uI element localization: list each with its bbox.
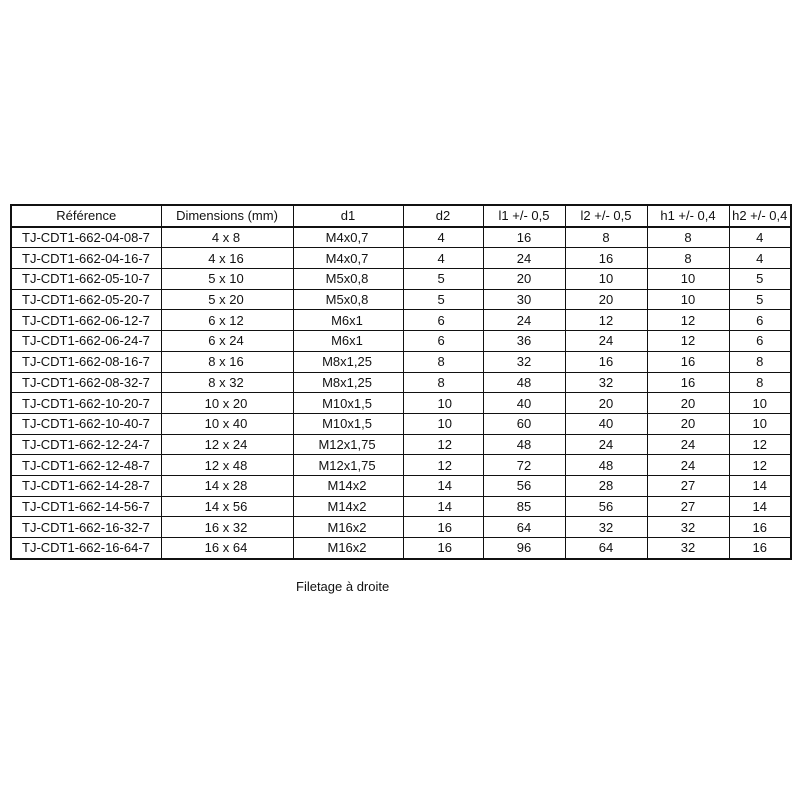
table-row: [11, 372, 791, 393]
table-row: [11, 351, 791, 372]
cell-dimensions: 16 x 64: [161, 538, 293, 559]
cell-dimensions: 4 x 16: [161, 248, 293, 269]
cell-d1: M8x1,25: [293, 372, 403, 393]
cell-l1: 24: [483, 310, 565, 331]
cell-d2: 6: [403, 331, 483, 352]
cell-h2: 5: [729, 269, 791, 290]
cell-h1: 12: [647, 331, 729, 352]
table-row: [11, 475, 791, 496]
cell-reference: TJ-CDT1-662-04-16-7: [11, 248, 161, 269]
cell-d2: 8: [403, 351, 483, 372]
cell-dimensions: 5 x 20: [161, 289, 293, 310]
cell-reference: TJ-CDT1-662-16-64-7: [11, 538, 161, 559]
table-row: [11, 269, 791, 290]
cell-l1: 64: [483, 517, 565, 538]
cell-reference: TJ-CDT1-662-14-28-7: [11, 475, 161, 496]
cell-l2: 16: [565, 248, 647, 269]
cell-l1: 36: [483, 331, 565, 352]
cell-h2: 16: [729, 517, 791, 538]
cell-h1: 32: [647, 517, 729, 538]
cell-h1: 24: [647, 455, 729, 476]
table-row: [11, 310, 791, 331]
cell-dimensions: 8 x 16: [161, 351, 293, 372]
cell-d2: 5: [403, 289, 483, 310]
table-row: [11, 331, 791, 352]
cell-reference: TJ-CDT1-662-06-24-7: [11, 331, 161, 352]
cell-d2: 14: [403, 475, 483, 496]
cell-h2: 5: [729, 289, 791, 310]
cell-l2: 56: [565, 496, 647, 517]
cell-d2: 10: [403, 393, 483, 414]
cell-dimensions: 16 x 32: [161, 517, 293, 538]
cell-reference: TJ-CDT1-662-14-56-7: [11, 496, 161, 517]
cell-d1: M6x1: [293, 310, 403, 331]
cell-reference: TJ-CDT1-662-08-32-7: [11, 372, 161, 393]
cell-l2: 24: [565, 331, 647, 352]
cell-h1: 8: [647, 227, 729, 248]
cell-dimensions: 8 x 32: [161, 372, 293, 393]
table-row: [11, 517, 791, 538]
cell-l1: 40: [483, 393, 565, 414]
cell-d2: 12: [403, 455, 483, 476]
table-row: [11, 413, 791, 434]
cell-h1: 10: [647, 269, 729, 290]
cell-reference: TJ-CDT1-662-08-16-7: [11, 351, 161, 372]
cell-dimensions: 14 x 56: [161, 496, 293, 517]
cell-dimensions: 5 x 10: [161, 269, 293, 290]
cell-l1: 20: [483, 269, 565, 290]
column-header-h1: h1 +/- 0,4: [647, 205, 729, 227]
cell-h1: 12: [647, 310, 729, 331]
cell-dimensions: 6 x 24: [161, 331, 293, 352]
cell-h2: 12: [729, 434, 791, 455]
cell-h1: 24: [647, 434, 729, 455]
cell-h1: 27: [647, 475, 729, 496]
cell-reference: TJ-CDT1-662-06-12-7: [11, 310, 161, 331]
cell-reference: TJ-CDT1-662-05-10-7: [11, 269, 161, 290]
cell-d1: M4x0,7: [293, 248, 403, 269]
cell-l2: 8: [565, 227, 647, 248]
header-row: [11, 205, 791, 227]
cell-l2: 40: [565, 413, 647, 434]
cell-h2: 14: [729, 475, 791, 496]
cell-h2: 6: [729, 331, 791, 352]
column-header-h2: h2 +/- 0,4: [729, 205, 791, 227]
cell-d1: M5x0,8: [293, 289, 403, 310]
cell-d1: M10x1,5: [293, 413, 403, 434]
cell-reference: TJ-CDT1-662-05-20-7: [11, 289, 161, 310]
cell-h2: 6: [729, 310, 791, 331]
cell-d1: M12x1,75: [293, 434, 403, 455]
cell-d2: 4: [403, 227, 483, 248]
cell-reference: TJ-CDT1-662-12-24-7: [11, 434, 161, 455]
cell-dimensions: 12 x 24: [161, 434, 293, 455]
cell-d2: 6: [403, 310, 483, 331]
cell-dimensions: 10 x 20: [161, 393, 293, 414]
cell-l1: 85: [483, 496, 565, 517]
cell-d1: M12x1,75: [293, 455, 403, 476]
table-row: [11, 434, 791, 455]
cell-d2: 16: [403, 517, 483, 538]
cell-reference: TJ-CDT1-662-10-20-7: [11, 393, 161, 414]
cell-h2: 12: [729, 455, 791, 476]
cell-d1: M4x0,7: [293, 227, 403, 248]
cell-d2: 16: [403, 538, 483, 559]
column-header-l2: l2 +/- 0,5: [565, 205, 647, 227]
table-row: [11, 455, 791, 476]
cell-d2: 4: [403, 248, 483, 269]
footnote-threading: Filetage à droite: [296, 579, 390, 594]
cell-l2: 16: [565, 351, 647, 372]
table-row: [11, 538, 791, 559]
cell-l2: 12: [565, 310, 647, 331]
table-row: [11, 393, 791, 414]
cell-l2: 64: [565, 538, 647, 559]
cell-h1: 32: [647, 538, 729, 559]
cell-d1: M14x2: [293, 475, 403, 496]
table-row: [11, 496, 791, 517]
cell-h1: 27: [647, 496, 729, 517]
cell-l2: 32: [565, 372, 647, 393]
cell-l2: 28: [565, 475, 647, 496]
cell-d1: M14x2: [293, 496, 403, 517]
cell-h2: 14: [729, 496, 791, 517]
cell-d2: 10: [403, 413, 483, 434]
cell-l2: 32: [565, 517, 647, 538]
cell-h2: 8: [729, 372, 791, 393]
cell-dimensions: 4 x 8: [161, 227, 293, 248]
cell-d1: M6x1: [293, 331, 403, 352]
cell-h1: 20: [647, 393, 729, 414]
cell-reference: TJ-CDT1-662-10-40-7: [11, 413, 161, 434]
cell-d1: M16x2: [293, 538, 403, 559]
cell-l2: 20: [565, 289, 647, 310]
cell-h2: 4: [729, 227, 791, 248]
column-header-d2: d2: [403, 205, 483, 227]
cell-reference: TJ-CDT1-662-16-32-7: [11, 517, 161, 538]
cell-h1: 10: [647, 289, 729, 310]
cell-l1: 56: [483, 475, 565, 496]
cell-dimensions: 12 x 48: [161, 455, 293, 476]
cell-l2: 24: [565, 434, 647, 455]
table-row: [11, 289, 791, 310]
table-row: [11, 248, 791, 269]
cell-h1: 20: [647, 413, 729, 434]
column-header-dimensions: Dimensions (mm): [161, 205, 293, 227]
cell-h1: 16: [647, 351, 729, 372]
cell-h2: 10: [729, 413, 791, 434]
cell-d2: 12: [403, 434, 483, 455]
cell-d1: M5x0,8: [293, 269, 403, 290]
cell-d1: M8x1,25: [293, 351, 403, 372]
cell-d2: 14: [403, 496, 483, 517]
cell-h1: 8: [647, 248, 729, 269]
column-header-l1: l1 +/- 0,5: [483, 205, 565, 227]
cell-l1: 16: [483, 227, 565, 248]
cell-l1: 96: [483, 538, 565, 559]
cell-d1: M10x1,5: [293, 393, 403, 414]
table-body: [11, 227, 791, 559]
cell-l2: 20: [565, 393, 647, 414]
cell-l1: 32: [483, 351, 565, 372]
cell-dimensions: 6 x 12: [161, 310, 293, 331]
cell-l2: 48: [565, 455, 647, 476]
cell-dimensions: 10 x 40: [161, 413, 293, 434]
cell-reference: TJ-CDT1-662-12-48-7: [11, 455, 161, 476]
column-header-d1: d1: [293, 205, 403, 227]
cell-d2: 5: [403, 269, 483, 290]
cell-h2: 4: [729, 248, 791, 269]
cell-l1: 48: [483, 372, 565, 393]
cell-l1: 72: [483, 455, 565, 476]
cell-d2: 8: [403, 372, 483, 393]
cell-l1: 48: [483, 434, 565, 455]
cell-h2: 8: [729, 351, 791, 372]
cell-d1: M16x2: [293, 517, 403, 538]
cell-dimensions: 14 x 28: [161, 475, 293, 496]
cell-h2: 16: [729, 538, 791, 559]
cell-h2: 10: [729, 393, 791, 414]
table-row: [11, 227, 791, 248]
column-header-reference: Référence: [11, 205, 161, 227]
cell-l1: 30: [483, 289, 565, 310]
cell-h1: 16: [647, 372, 729, 393]
cell-l2: 10: [565, 269, 647, 290]
cell-l1: 24: [483, 248, 565, 269]
cell-reference: TJ-CDT1-662-04-08-7: [11, 227, 161, 248]
dimensions-table: [10, 204, 792, 560]
table-header: [11, 205, 791, 227]
cell-l1: 60: [483, 413, 565, 434]
